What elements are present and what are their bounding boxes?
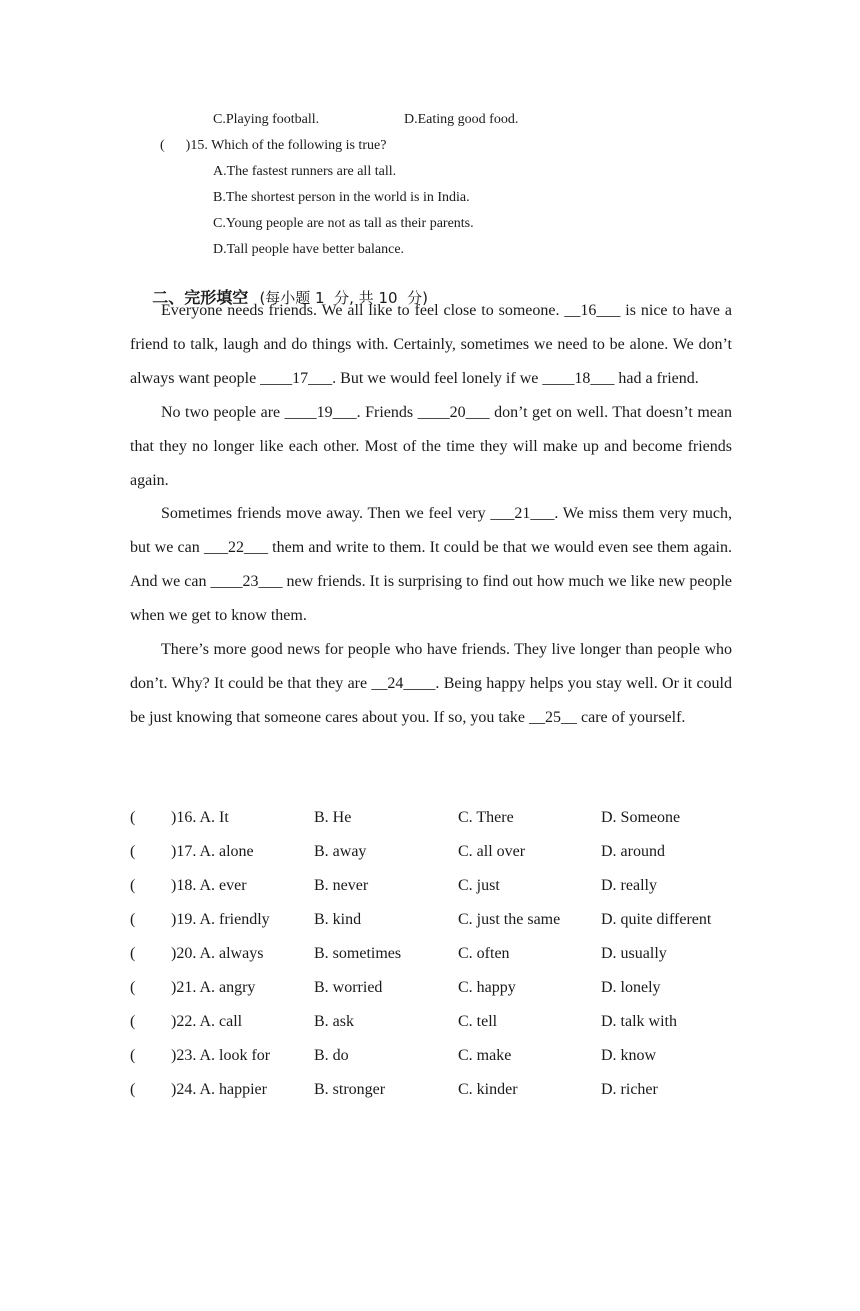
- option-b: B. stronger: [314, 1081, 386, 1098]
- passage-paragraph: There’s more good news for people who have friends. They live longer than people who don’t. Why? It could be that they are __24____. Being happy helps you stay well. Or it could be just knowing that someone cares about you. If so, you take __25__ care of yourself.: [130, 641, 732, 726]
- option-a: )16. A. It: [171, 809, 229, 826]
- cloze-passage: [130, 294, 732, 735]
- q15-option-b: B.The shortest person in the world is in India.: [213, 190, 470, 205]
- option-a: )21. A. angry: [171, 979, 256, 996]
- option-d: D. know: [601, 1047, 657, 1064]
- option-row: [130, 903, 750, 937]
- answer-paren: (: [130, 1047, 136, 1064]
- option-d: D. lonely: [601, 979, 661, 996]
- option-row: [130, 869, 750, 903]
- option-a: )20. A. always: [171, 945, 264, 962]
- option-b: B. ask: [314, 1013, 354, 1030]
- q14-option-c: C.Playing football.: [213, 112, 320, 127]
- option-b: B. away: [314, 843, 367, 860]
- option-c: C. tell: [458, 1013, 498, 1030]
- option-row: [130, 801, 750, 835]
- option-c: C. just the same: [458, 911, 561, 928]
- option-a: )19. A. friendly: [171, 911, 270, 928]
- option-c: C. make: [458, 1047, 512, 1064]
- option-c: C. happy: [458, 979, 516, 996]
- option-b: B. sometimes: [314, 945, 402, 962]
- passage-paragraph: Everyone needs friends. We all like to feel close to someone. __16___ is nice to have a friend to talk, laugh and do things with. Certainly, sometimes we need to be alone. We don’t always want people ____17___. But we would feel lonely if we ____18___ had a friend.: [130, 302, 732, 387]
- answer-paren: (: [130, 1081, 136, 1098]
- q15-option-d: D.Tall people have better balance.: [213, 242, 405, 257]
- answer-paren: (: [130, 1013, 136, 1030]
- option-c: C. all over: [458, 843, 526, 860]
- q15-option-c: C.Young people are not as tall as their parents.: [213, 216, 474, 231]
- option-d: D. talk with: [601, 1013, 677, 1030]
- option-a: )18. A. ever: [171, 877, 247, 894]
- option-d: D. usually: [601, 945, 667, 962]
- q15-stem: ( )15. Which of the following is true?: [160, 138, 387, 153]
- option-d: D. around: [601, 843, 665, 860]
- option-d: D. quite different: [601, 911, 712, 928]
- option-c: C. just: [458, 877, 500, 894]
- option-row: [130, 971, 750, 1005]
- option-b: B. He: [314, 809, 352, 826]
- option-a: )23. A. look for: [171, 1047, 271, 1064]
- answer-paren: (: [130, 911, 136, 928]
- option-c: C. There: [458, 809, 514, 826]
- q15-option-a: A.The fastest runners are all tall.: [213, 164, 397, 179]
- option-row: [130, 835, 750, 869]
- passage-paragraph: No two people are ____19___. Friends ____20___ don’t get on well. That doesn’t mean that they no longer like each other. Most of the time they will make up and become friends again.: [130, 403, 732, 489]
- answer-paren: (: [130, 809, 136, 826]
- option-c: C. kinder: [458, 1081, 518, 1098]
- answer-paren: (: [130, 877, 136, 894]
- answer-paren: (: [130, 979, 136, 996]
- passage-paragraph: Sometimes friends move away. Then we feel very ___21___. We miss them very much, but we can ___22___ them and write to them. It could be that we would even see them again. And we can ____23___ new friends. It is surprising to find out how much we like new people when we get to know them.: [130, 505, 732, 625]
- option-row: [130, 1039, 750, 1073]
- option-row: [130, 937, 750, 971]
- option-d: D. Someone: [601, 809, 681, 826]
- option-d: D. richer: [601, 1081, 658, 1098]
- option-b: B. do: [314, 1047, 349, 1064]
- q14-option-d: D.Eating good food.: [404, 112, 519, 127]
- option-b: B. worried: [314, 979, 383, 996]
- answer-paren: (: [130, 945, 136, 962]
- option-row: [130, 1073, 750, 1107]
- option-a: )24. A. happier: [171, 1081, 267, 1098]
- answer-paren: (: [130, 843, 136, 860]
- option-a: )17. A. alone: [171, 843, 254, 860]
- option-b: B. never: [314, 877, 369, 894]
- option-b: B. kind: [314, 911, 362, 928]
- option-d: D. really: [601, 877, 657, 894]
- option-c: C. often: [458, 945, 510, 962]
- option-a: )22. A. call: [171, 1013, 243, 1030]
- section-note: (每小题 1 分, 共 10 分): [259, 289, 428, 307]
- option-row: [130, 1005, 750, 1039]
- section-title: 二、完形填空: [152, 288, 249, 307]
